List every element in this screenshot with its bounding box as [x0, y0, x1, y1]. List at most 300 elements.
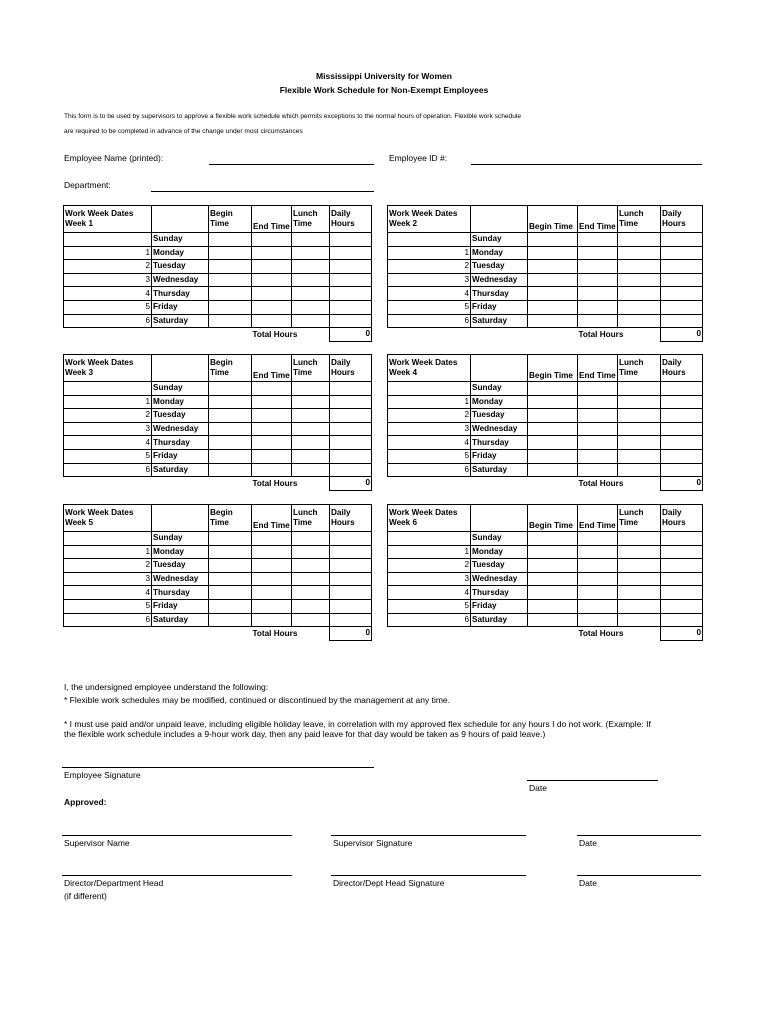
daily-hours-cell[interactable]: [330, 599, 372, 613]
lunch-time-cell[interactable]: [618, 559, 661, 573]
table-row: [388, 409, 703, 423]
employee-date-label: Date: [529, 783, 547, 793]
daily-hours-cell[interactable]: [330, 260, 372, 274]
end-time-cell[interactable]: [252, 545, 292, 559]
begin-time-cell[interactable]: [209, 449, 252, 463]
daily-hours-cell[interactable]: [661, 559, 703, 573]
employee-name-field[interactable]: [209, 164, 374, 165]
lunch-time-cell[interactable]: [292, 613, 330, 627]
lunch-time-cell[interactable]: [618, 273, 661, 287]
day-number: 4: [64, 436, 152, 450]
end-time-cell[interactable]: [578, 449, 618, 463]
begin-time-cell[interactable]: [209, 260, 252, 274]
work-week-dates-header: [64, 505, 152, 532]
begin-time-cell[interactable]: [528, 532, 578, 546]
begin-time-cell[interactable]: [528, 409, 578, 423]
work-week-dates-label: Work Week Dates: [65, 209, 134, 218]
work-week-dates-header: [388, 206, 471, 233]
day-name: Tuesday: [471, 409, 528, 423]
lunch-time-cell[interactable]: [618, 599, 661, 613]
daily-hours-cell[interactable]: [330, 436, 372, 450]
lunch-time-cell[interactable]: [292, 572, 330, 586]
day-name: Monday: [152, 246, 209, 260]
daily-hours-cell[interactable]: [661, 449, 703, 463]
daily-hours-cell[interactable]: [661, 586, 703, 600]
end-time-cell[interactable]: [578, 532, 618, 546]
lunch-time-cell[interactable]: [292, 260, 330, 274]
end-time-cell[interactable]: [578, 572, 618, 586]
end-time-cell[interactable]: [252, 599, 292, 613]
begin-time-cell[interactable]: [209, 300, 252, 314]
begin-time-cell[interactable]: [209, 409, 252, 423]
day-name: Friday: [471, 300, 528, 314]
work-week-dates-header: [64, 206, 152, 233]
begin-time-cell[interactable]: [528, 287, 578, 301]
end-time-cell[interactable]: [578, 233, 618, 247]
day-number: 5: [64, 300, 152, 314]
lunch-time-cell[interactable]: [292, 409, 330, 423]
total-hours-value: 0: [661, 477, 703, 491]
employee-date-line[interactable]: [527, 780, 658, 781]
lunch-time-cell[interactable]: [618, 233, 661, 247]
end-time-cell[interactable]: [578, 314, 618, 328]
begin-time-cell[interactable]: [528, 273, 578, 287]
end-time-cell[interactable]: [252, 436, 292, 450]
employee-signature-line[interactable]: [62, 767, 374, 768]
daily-hours-cell[interactable]: [330, 422, 372, 436]
director-date-label: Date: [579, 878, 597, 888]
daily-hours-cell[interactable]: [661, 273, 703, 287]
begin-time-cell[interactable]: [209, 532, 252, 546]
end-time-header: End Time: [252, 355, 292, 382]
supervisor-signature-line[interactable]: [331, 835, 526, 836]
daily-hours-cell[interactable]: [330, 545, 372, 559]
end-time-cell[interactable]: [252, 382, 292, 396]
intro-line-2: are required to be completed in advance of the change under most circumstances: [64, 128, 303, 135]
day-name: Tuesday: [152, 409, 209, 423]
daily-hours-cell[interactable]: [661, 395, 703, 409]
day-name: Saturday: [471, 463, 528, 477]
lunch-time-cell[interactable]: [292, 436, 330, 450]
table-row: [64, 613, 372, 627]
begin-time-cell[interactable]: [209, 395, 252, 409]
lunch-time-cell[interactable]: [618, 545, 661, 559]
table-row: [388, 287, 703, 301]
total-hours-value: 0: [330, 477, 372, 491]
day-number: 6: [388, 463, 471, 477]
day-name: Saturday: [152, 463, 209, 477]
day-name: Monday: [471, 545, 528, 559]
begin-time-cell[interactable]: [528, 613, 578, 627]
begin-time-cell[interactable]: [209, 545, 252, 559]
lunch-time-cell[interactable]: [292, 314, 330, 328]
day-number: [64, 233, 152, 247]
day-number: 3: [388, 572, 471, 586]
end-time-header: End Time: [578, 206, 618, 233]
end-time-cell[interactable]: [252, 572, 292, 586]
daily-hours-header: Daily Hours: [661, 505, 703, 532]
director-signature-label: Director/Dept Head Signature: [333, 878, 445, 888]
begin-time-cell[interactable]: [528, 599, 578, 613]
day-name: Monday: [471, 395, 528, 409]
end-time-cell[interactable]: [578, 246, 618, 260]
end-time-cell[interactable]: [578, 422, 618, 436]
week-3-table: [63, 354, 372, 491]
day-number: 1: [388, 545, 471, 559]
day-name: Thursday: [152, 287, 209, 301]
approved-label: Approved:: [64, 797, 107, 807]
day-number: 1: [64, 395, 152, 409]
day-name: Tuesday: [471, 559, 528, 573]
spacer: [152, 627, 209, 641]
begin-time-cell[interactable]: [209, 246, 252, 260]
day-number: 3: [388, 422, 471, 436]
total-hours-label: Total Hours: [578, 628, 624, 638]
lunch-time-cell[interactable]: [292, 463, 330, 477]
spacer: [64, 328, 152, 342]
work-week-dates-label: Work Week Dates: [389, 209, 458, 218]
lunch-time-cell[interactable]: [292, 532, 330, 546]
day-name: Wednesday: [152, 422, 209, 436]
day-name: Saturday: [152, 314, 209, 328]
work-week-dates-label: Work Week Dates: [65, 508, 134, 517]
supervisor-name-line[interactable]: [62, 835, 292, 836]
end-time-cell[interactable]: [578, 382, 618, 396]
lunch-time-cell[interactable]: [618, 409, 661, 423]
daily-hours-cell[interactable]: [661, 572, 703, 586]
end-time-cell[interactable]: [252, 422, 292, 436]
daily-hours-cell[interactable]: [661, 545, 703, 559]
day-name: Sunday: [152, 532, 209, 546]
begin-time-cell[interactable]: [528, 233, 578, 247]
lunch-time-cell[interactable]: [618, 613, 661, 627]
day-name: Wednesday: [471, 422, 528, 436]
lunch-time-cell[interactable]: [618, 463, 661, 477]
table-row: [64, 532, 372, 546]
end-time-cell[interactable]: [578, 300, 618, 314]
table-row: [64, 463, 372, 477]
lunch-time-cell[interactable]: [618, 287, 661, 301]
daily-hours-cell[interactable]: [661, 532, 703, 546]
end-time-cell[interactable]: [578, 436, 618, 450]
daily-hours-cell[interactable]: [661, 463, 703, 477]
work-week-dates-header: [64, 355, 152, 382]
daily-hours-cell[interactable]: [661, 599, 703, 613]
lunch-time-header: Lunch Time: [618, 355, 661, 382]
daily-hours-cell[interactable]: [330, 572, 372, 586]
begin-time-cell[interactable]: [528, 260, 578, 274]
end-time-cell[interactable]: [252, 463, 292, 477]
begin-time-cell[interactable]: [528, 449, 578, 463]
table-row: [388, 559, 703, 573]
begin-time-cell[interactable]: [209, 572, 252, 586]
begin-time-cell[interactable]: [209, 559, 252, 573]
end-time-cell[interactable]: [252, 314, 292, 328]
begin-time-cell[interactable]: [209, 314, 252, 328]
day-name: Thursday: [152, 586, 209, 600]
day-name: Thursday: [152, 436, 209, 450]
lunch-time-header: Lunch Time: [292, 505, 330, 532]
end-time-cell[interactable]: [252, 449, 292, 463]
table-row: [64, 273, 372, 287]
lunch-time-cell[interactable]: [618, 422, 661, 436]
daily-hours-cell[interactable]: [661, 436, 703, 450]
daily-hours-cell[interactable]: [330, 382, 372, 396]
daily-hours-cell[interactable]: [330, 314, 372, 328]
begin-time-header: Begin Time: [528, 355, 578, 382]
daily-hours-header: Daily Hours: [330, 355, 372, 382]
lunch-time-cell[interactable]: [618, 449, 661, 463]
daily-hours-cell[interactable]: [330, 395, 372, 409]
day-number: 5: [388, 449, 471, 463]
spacer: [471, 627, 528, 641]
lunch-time-cell[interactable]: [292, 300, 330, 314]
daily-hours-cell[interactable]: [330, 287, 372, 301]
spacer: [209, 627, 252, 641]
lunch-time-cell[interactable]: [292, 545, 330, 559]
lunch-time-cell[interactable]: [292, 559, 330, 573]
day-number: 5: [64, 449, 152, 463]
form-title: Flexible Work Schedule for Non-Exempt Employees: [279, 85, 489, 95]
lunch-time-cell[interactable]: [618, 436, 661, 450]
daily-hours-cell[interactable]: [330, 586, 372, 600]
day-number: 6: [388, 613, 471, 627]
begin-time-cell[interactable]: [528, 559, 578, 573]
table-row: [64, 422, 372, 436]
table-row: [388, 449, 703, 463]
day-number: 1: [64, 545, 152, 559]
lunch-time-cell[interactable]: [618, 314, 661, 328]
end-time-cell[interactable]: [578, 586, 618, 600]
end-time-cell[interactable]: [578, 545, 618, 559]
day-number: 6: [64, 314, 152, 328]
end-time-header: End Time: [252, 505, 292, 532]
table-row: [388, 436, 703, 450]
begin-time-cell[interactable]: [209, 287, 252, 301]
director-name-line[interactable]: [62, 875, 292, 876]
week-label: Week 1: [65, 219, 94, 228]
day-header: [471, 206, 528, 233]
lunch-time-cell[interactable]: [292, 395, 330, 409]
table-row: [388, 463, 703, 477]
table-row: [64, 599, 372, 613]
lunch-time-cell[interactable]: [292, 449, 330, 463]
end-time-cell[interactable]: [252, 613, 292, 627]
table-row: [64, 559, 372, 573]
director-date-line[interactable]: [577, 875, 701, 876]
table-row: [388, 314, 703, 328]
daily-hours-cell[interactable]: [330, 246, 372, 260]
end-time-cell[interactable]: [578, 463, 618, 477]
begin-time-cell[interactable]: [209, 463, 252, 477]
end-time-cell[interactable]: [578, 613, 618, 627]
begin-time-cell[interactable]: [209, 233, 252, 247]
begin-time-cell[interactable]: [528, 246, 578, 260]
daily-hours-cell[interactable]: [661, 287, 703, 301]
daily-hours-cell[interactable]: [661, 300, 703, 314]
director-signature-line[interactable]: [331, 875, 526, 876]
table-row: [388, 572, 703, 586]
lunch-time-cell[interactable]: [292, 586, 330, 600]
day-number: 4: [388, 287, 471, 301]
total-hours-label: Total Hours: [252, 628, 298, 638]
day-number: 2: [64, 559, 152, 573]
daily-hours-header: Daily Hours: [330, 505, 372, 532]
end-time-cell[interactable]: [252, 300, 292, 314]
day-number: 2: [388, 260, 471, 274]
begin-time-cell[interactable]: [209, 273, 252, 287]
table-row: [388, 246, 703, 260]
lunch-time-cell[interactable]: [618, 300, 661, 314]
end-time-cell[interactable]: [578, 599, 618, 613]
table-row: [388, 300, 703, 314]
week-label: Week 6: [389, 518, 418, 527]
week-2-table: [387, 205, 703, 342]
begin-time-cell[interactable]: [209, 422, 252, 436]
begin-time-cell[interactable]: [209, 586, 252, 600]
end-time-cell[interactable]: [578, 409, 618, 423]
daily-hours-cell[interactable]: [330, 449, 372, 463]
end-time-cell[interactable]: [578, 260, 618, 274]
end-time-cell[interactable]: [252, 233, 292, 247]
day-number: 1: [388, 395, 471, 409]
table-row: [388, 422, 703, 436]
daily-hours-header: Daily Hours: [330, 206, 372, 233]
lunch-time-cell[interactable]: [618, 246, 661, 260]
lunch-time-cell[interactable]: [618, 395, 661, 409]
daily-hours-cell[interactable]: [330, 300, 372, 314]
daily-hours-cell[interactable]: [330, 463, 372, 477]
lunch-time-cell[interactable]: [618, 572, 661, 586]
table-row: [388, 599, 703, 613]
daily-hours-cell[interactable]: [661, 613, 703, 627]
spacer: [528, 627, 578, 641]
lunch-time-cell[interactable]: [618, 260, 661, 274]
statement-point-2-line-2: the flexible work schedule includes a 9-hour work day, then any paid leave for that day would be taken as 9 hours of paid leave.): [64, 729, 546, 739]
day-number: [64, 382, 152, 396]
end-time-cell[interactable]: [578, 559, 618, 573]
director-if-different-label: (if different): [64, 891, 107, 901]
daily-hours-cell[interactable]: [330, 273, 372, 287]
end-time-cell[interactable]: [578, 273, 618, 287]
table-row: [64, 395, 372, 409]
begin-time-cell[interactable]: [528, 314, 578, 328]
begin-time-cell[interactable]: [528, 436, 578, 450]
lunch-time-cell[interactable]: [292, 382, 330, 396]
daily-hours-cell[interactable]: [661, 260, 703, 274]
table-row: [64, 436, 372, 450]
daily-hours-cell[interactable]: [330, 559, 372, 573]
day-header: [152, 355, 209, 382]
institution-name: Mississippi University for Women: [316, 71, 452, 81]
daily-hours-cell[interactable]: [330, 613, 372, 627]
week-4-table: [387, 354, 703, 491]
department-field[interactable]: [151, 191, 374, 192]
begin-time-cell[interactable]: [209, 382, 252, 396]
begin-time-cell[interactable]: [528, 422, 578, 436]
begin-time-cell[interactable]: [528, 300, 578, 314]
end-time-cell[interactable]: [252, 586, 292, 600]
day-number: 6: [64, 613, 152, 627]
lunch-time-cell[interactable]: [292, 422, 330, 436]
work-week-dates-label: Work Week Dates: [65, 358, 134, 367]
work-week-dates-header: [388, 355, 471, 382]
daily-hours-cell[interactable]: [661, 314, 703, 328]
lunch-time-cell[interactable]: [618, 586, 661, 600]
end-time-cell[interactable]: [578, 287, 618, 301]
daily-hours-cell[interactable]: [661, 422, 703, 436]
employee-id-field[interactable]: [471, 164, 702, 165]
begin-time-cell[interactable]: [528, 572, 578, 586]
day-name: Sunday: [152, 233, 209, 247]
day-name: Sunday: [471, 532, 528, 546]
supervisor-date-line[interactable]: [577, 835, 701, 836]
day-name: Saturday: [471, 613, 528, 627]
week-label: Week 4: [389, 368, 418, 377]
table-row: [388, 233, 703, 247]
begin-time-cell[interactable]: [528, 463, 578, 477]
begin-time-cell[interactable]: [209, 599, 252, 613]
end-time-cell[interactable]: [578, 395, 618, 409]
table-row: [388, 545, 703, 559]
supervisor-name-label: Supervisor Name: [64, 838, 130, 848]
department-label: Department:: [64, 180, 111, 190]
end-time-cell[interactable]: [252, 287, 292, 301]
lunch-time-cell[interactable]: [292, 233, 330, 247]
begin-time-cell[interactable]: [528, 545, 578, 559]
end-time-cell[interactable]: [252, 260, 292, 274]
daily-hours-cell[interactable]: [661, 233, 703, 247]
end-time-cell[interactable]: [252, 395, 292, 409]
end-time-cell[interactable]: [252, 532, 292, 546]
begin-time-cell[interactable]: [528, 395, 578, 409]
daily-hours-cell[interactable]: [661, 382, 703, 396]
lunch-time-cell[interactable]: [292, 273, 330, 287]
daily-hours-header: Daily Hours: [661, 206, 703, 233]
end-time-cell[interactable]: [252, 273, 292, 287]
end-time-cell[interactable]: [252, 409, 292, 423]
spacer: [471, 477, 528, 491]
total-hours-label: Total Hours: [578, 478, 624, 488]
lunch-time-cell[interactable]: [292, 246, 330, 260]
begin-time-cell[interactable]: [209, 613, 252, 627]
lunch-time-cell[interactable]: [618, 532, 661, 546]
end-time-cell[interactable]: [252, 559, 292, 573]
day-number: 6: [64, 463, 152, 477]
daily-hours-cell[interactable]: [661, 246, 703, 260]
end-time-cell[interactable]: [252, 246, 292, 260]
day-number: 4: [64, 586, 152, 600]
week-label: Week 3: [65, 368, 94, 377]
day-number: 3: [64, 422, 152, 436]
director-name-label: Director/Department Head: [64, 878, 164, 888]
lunch-time-cell[interactable]: [292, 599, 330, 613]
lunch-time-cell[interactable]: [618, 382, 661, 396]
begin-time-cell[interactable]: [209, 436, 252, 450]
table-row: [64, 300, 372, 314]
daily-hours-cell[interactable]: [330, 233, 372, 247]
begin-time-cell[interactable]: [528, 382, 578, 396]
spacer: [388, 627, 471, 641]
daily-hours-cell[interactable]: [330, 409, 372, 423]
day-number: 2: [64, 260, 152, 274]
day-name: Sunday: [471, 382, 528, 396]
lunch-time-cell[interactable]: [292, 287, 330, 301]
spacer: [152, 477, 209, 491]
daily-hours-cell[interactable]: [661, 409, 703, 423]
begin-time-cell[interactable]: [528, 586, 578, 600]
daily-hours-cell[interactable]: [330, 532, 372, 546]
